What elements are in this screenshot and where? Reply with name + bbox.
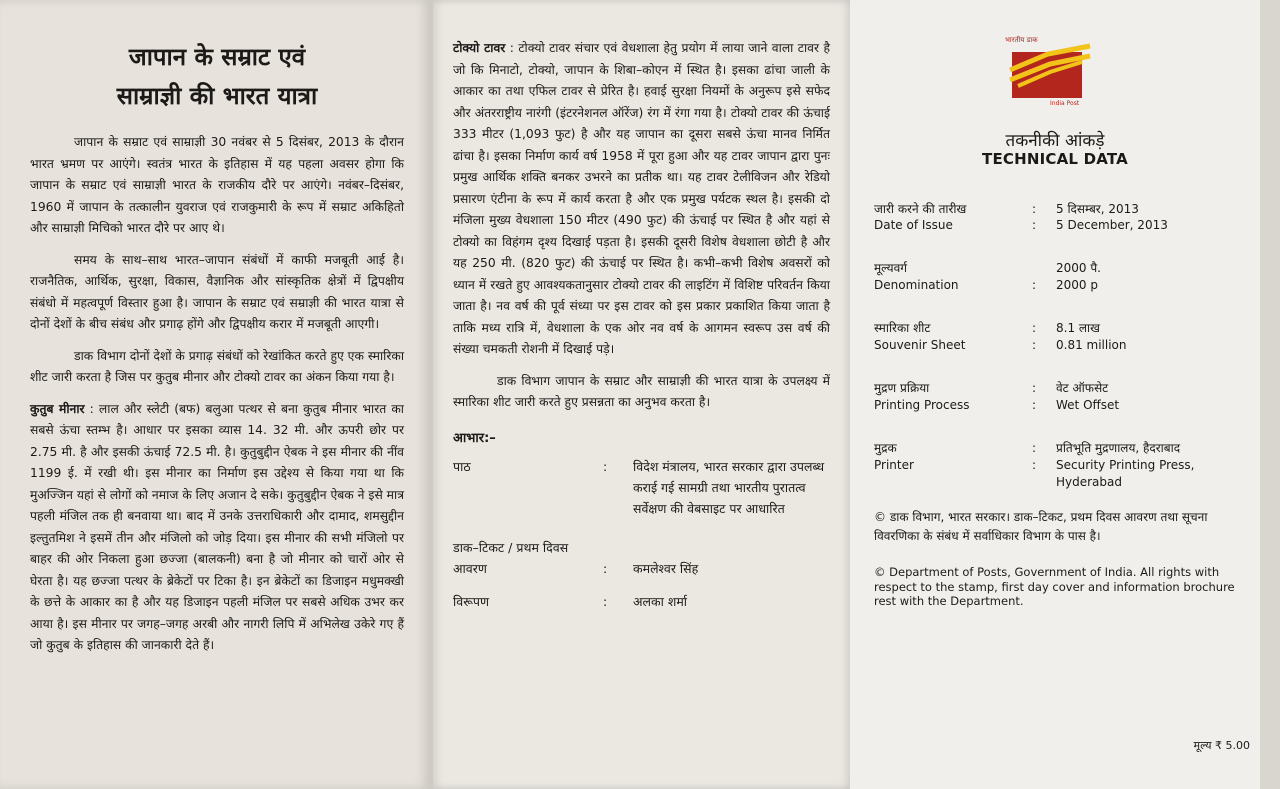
- denomination-value: 2000 p: [1056, 278, 1098, 292]
- left-panel: [0, 0, 430, 789]
- technical-data-heading: TECHNICAL DATA: [982, 150, 1128, 168]
- ack-row: [453, 591, 830, 612]
- page-edge: [1260, 0, 1280, 789]
- date-value: 5 December, 2013: [1056, 218, 1168, 232]
- ack-label: पाठ: [453, 458, 471, 474]
- tokyo-tower-paragraph: [453, 38, 830, 361]
- colon: :: [1032, 398, 1037, 412]
- denomination-label-hindi: मूल्यवर्ग: [874, 261, 908, 275]
- ack-row: [453, 456, 830, 519]
- india-post-logo-icon: [1008, 40, 1092, 106]
- souvenir-value-hindi: 8.1 लाख: [1056, 321, 1100, 335]
- colon: :: [1032, 321, 1037, 335]
- ack-colon: :: [603, 593, 608, 609]
- date-value-hindi: 5 दिसम्बर, 2013: [1056, 202, 1139, 216]
- data-row-printing-hindi: [874, 380, 1254, 397]
- printer-value: Security Printing Press, Hyderabad: [1056, 458, 1195, 489]
- colon: :: [1032, 441, 1037, 455]
- date-label-hindi: जारी करने की तारीख: [874, 202, 967, 216]
- price-label: मूल्य ₹ 5.00: [1193, 739, 1250, 752]
- data-row-printer-hindi: [874, 440, 1254, 457]
- data-row-date: [874, 217, 1254, 234]
- qutub-minar-paragraph: [30, 399, 404, 657]
- souvenir-value: 0.81 million: [1056, 338, 1127, 352]
- title-line-2: साम्राज्ञी की भारत यात्रा: [116, 82, 318, 110]
- technical-data-heading-hindi: तकनीकी आंकड़े: [1005, 131, 1105, 151]
- right-panel: [850, 0, 1260, 789]
- colon: :: [1032, 278, 1037, 292]
- copyright-hindi: © डाक विभाग, भारत सरकार। डाक–टिकट, प्रथम दिवस आवरण तथा सूचना विवरणिका के संबंध में सर्वाधिकार विभाग के पास है।: [874, 510, 1208, 543]
- printing-label: Printing Process: [874, 398, 970, 412]
- logo-caption-english: India Post: [1050, 100, 1080, 107]
- brochure-title: [30, 38, 404, 116]
- printing-value: Wet Offset: [1056, 398, 1120, 412]
- data-row-printing: [874, 397, 1254, 414]
- souvenir-label-hindi: स्मारिका शीट: [874, 321, 931, 335]
- data-row-printer: [874, 457, 1254, 491]
- tokyo-tower-text: : टोक्यो टावर संचार एवं वेधशाला हेतु प्रयोग में लाया जाने वाला टावर है जो कि मिनाटो, टोक्यो, जापान के शिबा–कोएन में स्थित है। इसका ढांचा जाली के आकार का तथा एफिल टावर से प्रेरित है। हवाई सुरक्षा नियमों के अनुरूप इसे सफेद और अंतरराष्ट्रीय नारंगी (इंटरनेशनल ऑरेंज) रंग में रंगा गया है। टोक्यो टावर की ऊंचाई 333 मीटर (1,093 फुट) है और यह जापान का दूसरा सबसे ऊंचा मानव निर्मित ढांचा है। इसका निर्माण कार्य वर्ष 1958 में पूरा हुआ और यह टावर जापान द्वारा पुनः प्रमुख आर्थिक शक्ति बनकर उभरने का प्रतीक था। यह टावर टेलीविजन और रेडियो प्रसारण एंटीना के रूप में कार्य करता है और एक प्रमुख पर्यटक स्थल है। इसकी दो मंजिला मुख्य वेधशाला 150 मीटर (490 फुट) की ऊंचाई पर स्थित है और यहां से टोक्यो का विहंगम दृश्य दिखाई पड़ता है। इसकी दूसरी विशेष वेधशाला छोटी है और यह 250 मी. (820 फुट) की ऊंचाई पर स्थित है। कभी–कभी विशेष अवसरों को ध्यान में रखते हुए आवश्यकतानुसार टोक्यो टावर की लाइटिंग में विशिष्ट परिवर्तन किया जाता है। नव वर्ष की पूर्व संध्या पर इस टावर को इस प्रकार प्रकाशित किया जाता है ताकि मध्य रात्रि में, वेधशाला के एक ओर नव वर्ष के आगमन स्वरूप उस वर्ष की संख्या चमकती रोशनी में दिखाई पड़े।: [453, 41, 830, 356]
- data-row-denomination-hindi: [874, 260, 1254, 277]
- data-row-souvenir: [874, 337, 1254, 354]
- relations-paragraph: समय के साथ–साथ भारत–जापान संबंधों में काफी मजबूती आई है। राजनैतिक, आर्थिक, सुरक्षा, विकास, वैज्ञानिक और सांस्कृतिक क्षेत्रों में द्विपक्षीय संबंधो में महत्वपूर्ण विस्तार हुआ है। जापान के सम्राट एवं सम्राज्ञी की भारत यात्रा से दोनों देशों के बीच संबंध और प्रगाढ़ होंगे और द्विपक्षीय करार में मजबूती आएगी।: [30, 252, 404, 331]
- copyright-english: © Department of Posts, Government of India. All rights with respect to the stamp, first day cover and information brochure rest with the Department.: [874, 565, 1235, 608]
- printer-value-hindi: प्रतिभूति मुद्रणालय, हैदराबाद: [1056, 441, 1181, 455]
- middle-panel: [433, 0, 850, 789]
- data-row-souvenir-hindi: [874, 320, 1254, 337]
- souvenir-paragraph: डाक विभाग दोनों देशों के प्रगाढ़ संबंधों को रेखांकित करते हुए एक स्मारिका शीट जारी करता है जिस पर कुतुब मीनार और टोक्यो टावर का अंकन किया गया है।: [30, 348, 405, 384]
- ack-value: कमलेश्वर सिंह: [633, 560, 699, 576]
- data-row-denomination: [874, 277, 1254, 294]
- colon: :: [1032, 218, 1037, 232]
- ack-label: डाक–टिकट / प्रथम दिवस आवरण: [453, 539, 569, 576]
- colon: [1032, 260, 1056, 277]
- title-line-1: जापान के सम्राट एवं: [128, 43, 306, 71]
- data-row-date-hindi: [874, 201, 1254, 218]
- ack-label: विरूपण: [453, 593, 490, 609]
- intro-paragraph: जापान के सम्राट एवं साम्राज्ञी 30 नवंबर से 5 दिसंबर, 2013 के दौरान भारत भ्रमण पर आएंगे। स्वतंत्र भारत के इतिहास में यह पहला अवसर होगा कि जापान के सम्राट एवं साम्राज्ञी भारत के राजकीय दौरे पर आएंगे। नवंबर–दिसंबर, 1960 में जापान के तत्कालीन युवराज एवं राजकुमारी के रूप में सम्राट अकिहितो और साम्राज्ञी मिचिको भारत दौरे पर आए थे।: [30, 135, 404, 235]
- ack-value: अलका शर्मा: [633, 593, 688, 609]
- denomination-value-hindi: 2000 पै.: [1056, 261, 1101, 275]
- colon: :: [1032, 338, 1037, 352]
- date-label: Date of Issue: [874, 218, 953, 232]
- denomination-label: Denomination: [874, 278, 959, 292]
- printing-value-hindi: वेट ऑफसेट: [1056, 381, 1109, 395]
- ack-colon: :: [603, 458, 608, 474]
- colon: :: [1032, 202, 1037, 216]
- souvenir-label: Souvenir Sheet: [874, 338, 966, 352]
- colon: :: [1032, 381, 1037, 395]
- ack-colon: :: [603, 560, 608, 576]
- tokyo-tower-heading: टोक्यो टावर: [453, 41, 506, 55]
- acknowledgement-heading: आभार:–: [453, 430, 496, 446]
- qutub-minar-text: : लाल और स्लेटी (बफ) बलुआ पत्थर से बना कुतुब मीनार भारत का सबसे ऊंचा स्तम्भ है। आधार पर इसका व्यास 14. 32 मी. और ऊपरी छोर पर 2.75 मी. है और इसकी ऊंचाई 72.5 मी. है। कुतुबुद्दीन ऐबक ने इस मीनार की नींव 1199 ई. में रखी थी। इस मीनार का निर्माण इस उद्देश्य से किया गया था कि मुअज्जिन यहां से लोगों को नमाज के लिए अजान दे सके। कुतुबुद्दीन ऐबक ने इसे मात्र पहली मंजिल तक ही बनवाया था। बाद में उनके उत्तराधिकारी और दामाद, शमसुद्दीन इल्तुतमिश ने इसमें तीन और मंजिलो को जोड़ दिया। इस मीनार की सभी मंजिलो पर बाहर की ओर निकला हुआ छज्जा (बालकनी) बना है जो मीनार को चारों ओर से घेरता है। यह छज्जा पत्थर के ब्रेकेटों पर टिका है। इन ब्रेकेटों का डिजाइन मधुमक्खी के छत्ते के आकार का है और यह डिजाइन पहली मंजिल पर सबसे अधिक उभर कर आया है। इस मीनार पर जगह–जगह अरबी और नागरी लिपि में अभिलेख उकेरे गए हैं जो कुतुब के इतिहास की जानकारी देते हैं।: [30, 401, 404, 652]
- printing-label-hindi: मुद्रण प्रक्रिया: [874, 381, 930, 395]
- printer-label-hindi: मुद्रक: [874, 441, 897, 455]
- logo-caption-hindi: भारतीय डाक: [1005, 36, 1038, 44]
- qutub-minar-heading: कुतुब मीनार: [30, 401, 85, 416]
- ack-row: [453, 537, 830, 579]
- ack-value: विदेश मंत्रालय, भारत सरकार द्वारा उपलब्ध कराई गई सामग्री तथा भारतीय पुरातत्व सर्वेक्षण की वेबसाइट पर आधारित: [633, 458, 825, 516]
- colon: :: [1032, 458, 1037, 472]
- closing-paragraph: डाक विभाग जापान के सम्राट और साम्राज्ञी की भारत यात्रा के उपलक्ष्य में स्मारिका शीट जारी करते हुए प्रसन्नता का अनुभव करता है।: [453, 373, 830, 409]
- printer-label: Printer: [874, 458, 914, 472]
